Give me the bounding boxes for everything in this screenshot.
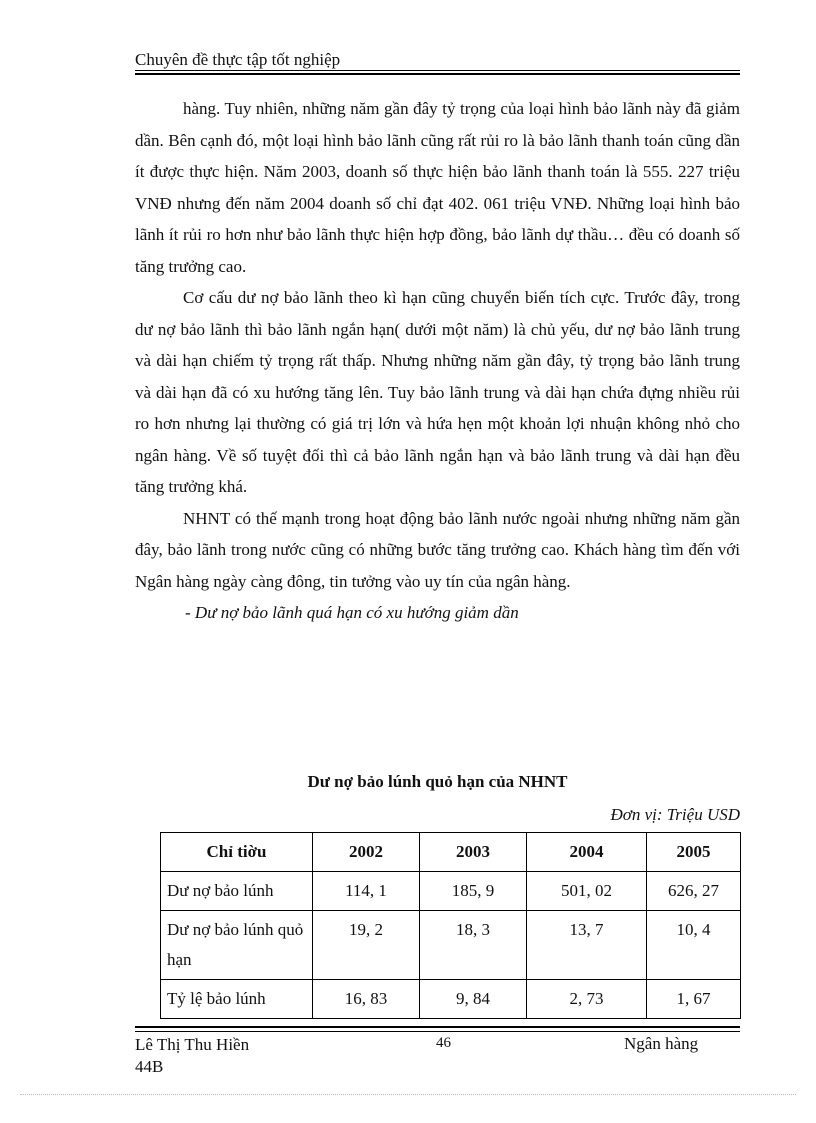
table-unit: Đơn vị: Triệu USD	[610, 805, 740, 824]
footer-rule	[135, 1031, 740, 1032]
header-rule-thick	[135, 73, 740, 75]
table-cell: 185, 9	[420, 872, 527, 911]
page-edge	[20, 1094, 796, 1095]
row-label: Tỷ lệ bảo lúnh	[161, 980, 313, 1019]
row-label: Dư nợ bảo lúnh quỏ hạn	[161, 911, 313, 980]
footer-class: 44B	[135, 1057, 164, 1076]
table-row	[161, 980, 741, 1019]
table-cell: 19, 2	[313, 911, 420, 980]
table-title: Dư nợ bảo lúnh quỏ hạn của NHNT	[307, 772, 568, 791]
table-cell: 626, 27	[647, 872, 741, 911]
page-number: 46	[436, 1035, 451, 1051]
header-rule	[135, 70, 740, 71]
footer-author-block	[135, 1034, 249, 1078]
header-cell: 2005	[647, 833, 741, 872]
bullet-heading: - Dư nợ bảo lãnh quá hạn có xu hướng giảm dần	[185, 603, 519, 622]
table-cell: 13, 7	[527, 911, 647, 980]
paragraph: NHNT có thế mạnh trong hoạt động bảo lãnh nước ngoài nhưng những năm gần đây, bảo lãnh trong nước cũng có những bước tăng trưởng cao. Khách hàng tìm đến với Ngân hàng ngày càng đông, tin tưởng vào uy tín của ngân hàng.	[135, 508, 740, 591]
paragraph: Cơ cấu dư nợ bảo lãnh theo kì hạn cũng chuyển biến tích cực. Trước đây, trong dư nợ bảo lãnh thì bảo lãnh ngắn hạn( dưới một năm) là chủ yếu, dư nợ bảo lãnh trung và dài hạn chiếm tỷ trọng rất thấp. Nhưng những năm gần đây, tỷ trọng bảo lãnh trung và dài hạn đã có xu hướng tăng lên. Tuy bảo lãnh trung và dài hạn chứa đựng nhiều rủi ro hơn nhưng lại thường có giá trị lớn và hứa hẹn một khoản lợi nhuận không nhỏ cho ngân hàng. Về số tuyệt đối thì cả bảo lãnh ngắn hạn và bảo lãnh trung và dài hạn đều tăng trưởng khá.	[135, 288, 740, 496]
table-cell: 16, 83	[313, 980, 420, 1019]
footer-author: Lê Thị Thu Hiền	[135, 1035, 250, 1054]
footer-rule-thick	[135, 1026, 740, 1028]
table-row	[161, 911, 741, 980]
table-row	[161, 872, 741, 911]
table-cell: 2, 73	[527, 980, 647, 1019]
table-cell: 501, 02	[527, 872, 647, 911]
table-cell: 10, 4	[647, 911, 741, 980]
header-cell: 2003	[420, 833, 527, 872]
header-cell: Chỉ tiờu	[161, 833, 313, 872]
table-cell: 9, 84	[420, 980, 527, 1019]
table-cell: 114, 1	[313, 872, 420, 911]
paragraph: hàng. Tuy nhiên, những năm gần đây tỷ trọng của loại hình bảo lãnh này đã giảm dần. Bên cạnh đó, một loại hình bảo lãnh cũng rất rủi ro là bảo lãnh thanh toán cũng dần ít được thực hiện. Năm 2003, doanh số thực hiện bảo lãnh thanh toán là 555. 227 triệu VNĐ nhưng đến năm 2004 doanh số chỉ đạt 402. 061 triệu VNĐ. Những loại hình bảo lãnh ít rủi ro hơn như bảo lãnh thực hiện hợp đồng, bảo lãnh dự thầu… đều có doanh số tăng trưởng cao.	[135, 99, 740, 276]
header-cell: 2002	[313, 833, 420, 872]
footer-department: Ngân hàng	[624, 1034, 699, 1053]
body-text	[135, 93, 740, 629]
header-title: Chuyên đề thực tập tốt nghiệp	[135, 50, 341, 69]
header-cell: 2004	[527, 833, 647, 872]
row-label: Dư nợ bảo lúnh	[161, 872, 313, 911]
table-header-row	[161, 833, 741, 872]
table-cell: 18, 3	[420, 911, 527, 980]
data-table	[160, 832, 741, 1019]
table-cell: 1, 67	[647, 980, 741, 1019]
